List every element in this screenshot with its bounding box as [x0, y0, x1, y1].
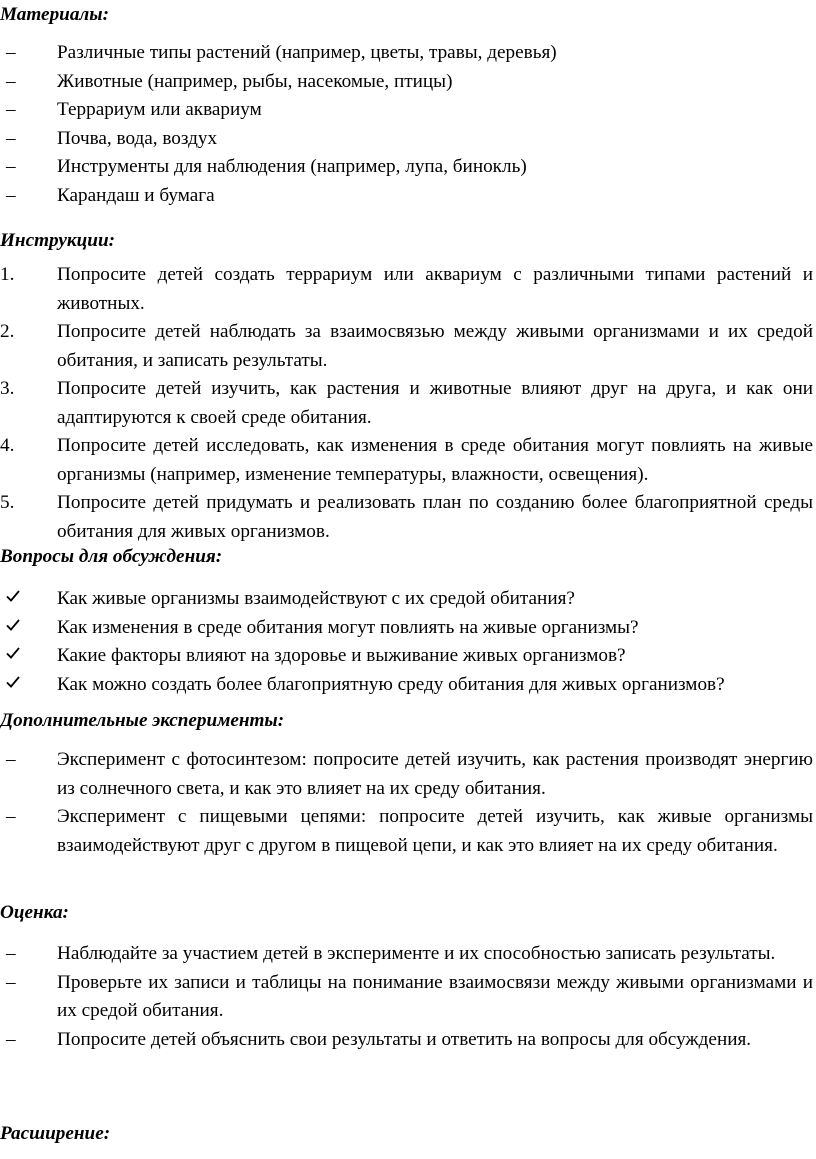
item-number: 5. — [0, 492, 15, 513]
materials-list — [0, 39, 813, 210]
instructions-heading: Инструкции: — [0, 230, 116, 251]
dash-marker: – — [6, 749, 16, 770]
numbered-item: 2. Попросите детей наблюдать за взаимосвязью между живыми организмами и их средой обитания, и записать результаты. — [0, 318, 813, 375]
dash-marker: – — [6, 127, 16, 149]
list-item: – Животные (например, рыбы, насекомые, птицы) — [0, 68, 813, 97]
assessment-heading: Оценка: — [0, 902, 69, 923]
dash-marker: – — [6, 943, 16, 964]
checkmark-icon — [6, 614, 63, 632]
item-number: 3. — [0, 378, 15, 399]
questions-list — [0, 585, 813, 699]
dash-marker: – — [6, 70, 16, 92]
questions-heading: Вопросы для обсуждения: — [0, 546, 223, 567]
instructions-list — [0, 261, 813, 546]
list-item: Какие факторы влияют на здоровье и выживание живых организмов? — [0, 642, 813, 671]
item-number: 4. — [0, 435, 15, 456]
checkmark-icon — [6, 671, 63, 689]
checkmark-icon — [6, 585, 63, 603]
numbered-item: 1. Попросите детей создать террариум или аквариум с различными типами растений и животных. — [0, 261, 813, 318]
item-number: 2. — [0, 321, 15, 342]
list-item: – Попросите детей объяснить свои результаты и ответить на вопросы для обсуждения. — [0, 1026, 813, 1055]
list-item: – Эксперимент с фотосинтезом: попросите детей изучить, как растения производят энергию из солнечного света, и как это влияет на их среду обитания. — [0, 746, 813, 803]
numbered-item: 3. Попросите детей изучить, как растения и животные влияют друг на друга, и как они адаптируются к своей среде обитания. — [0, 375, 813, 432]
list-item: – Проверьте их записи и таблицы на понимание взаимосвязи между живыми организмами и их средой обитания. — [0, 969, 813, 1026]
dash-marker: – — [6, 184, 16, 206]
dash-marker: – — [6, 806, 16, 827]
list-item: – Карандаш и бумага — [0, 182, 813, 211]
dash-marker: – — [6, 99, 16, 120]
item-number: 1. — [0, 264, 15, 285]
list-item: – Наблюдайте за участием детей в эксперименте и их способностью записать результаты. — [0, 940, 813, 969]
materials-heading: Материалы: — [0, 4, 109, 25]
checkmark-icon — [6, 642, 63, 660]
list-item: Как живые организмы взаимодействуют с их средой обитания? — [0, 585, 813, 614]
list-item: – Инструменты для наблюдения (например, лупа, бинокль) — [0, 153, 813, 182]
list-item: – Террариум или аквариум — [0, 96, 813, 125]
assessment-list — [0, 940, 813, 1054]
experiments-heading: Дополнительные эксперименты: — [0, 710, 285, 731]
experiments-list — [0, 746, 813, 860]
dash-marker: – — [6, 156, 16, 177]
list-item: – Эксперимент с пищевыми цепями: попросите детей изучить, как живые организмы взаимодействуют друг с другом в пищевой цепи, и как это влияет на их среду обитания. — [0, 803, 813, 860]
list-item: – Различные типы растений (например, цветы, травы, деревья) — [0, 39, 813, 68]
dash-marker: – — [6, 1028, 16, 1050]
list-item: Как можно создать более благоприятную среду обитания для живых организмов? — [0, 671, 813, 700]
numbered-item: 5. Попросите детей придумать и реализовать план по созданию более благоприятной среды обитания для живых организмов. — [0, 489, 813, 546]
dash-marker: – — [6, 971, 16, 993]
list-item: Как изменения в среде обитания могут повлиять на живые организмы? — [0, 614, 813, 643]
dash-marker: – — [6, 42, 16, 63]
numbered-item: 4. Попросите детей исследовать, как изменения в среде обитания могут повлиять на живые организмы (например, изменение температуры, влажности, освещения). — [0, 432, 813, 489]
extension-heading: Расширение: — [0, 1123, 111, 1144]
list-item: – Почва, вода, воздух — [0, 125, 813, 154]
